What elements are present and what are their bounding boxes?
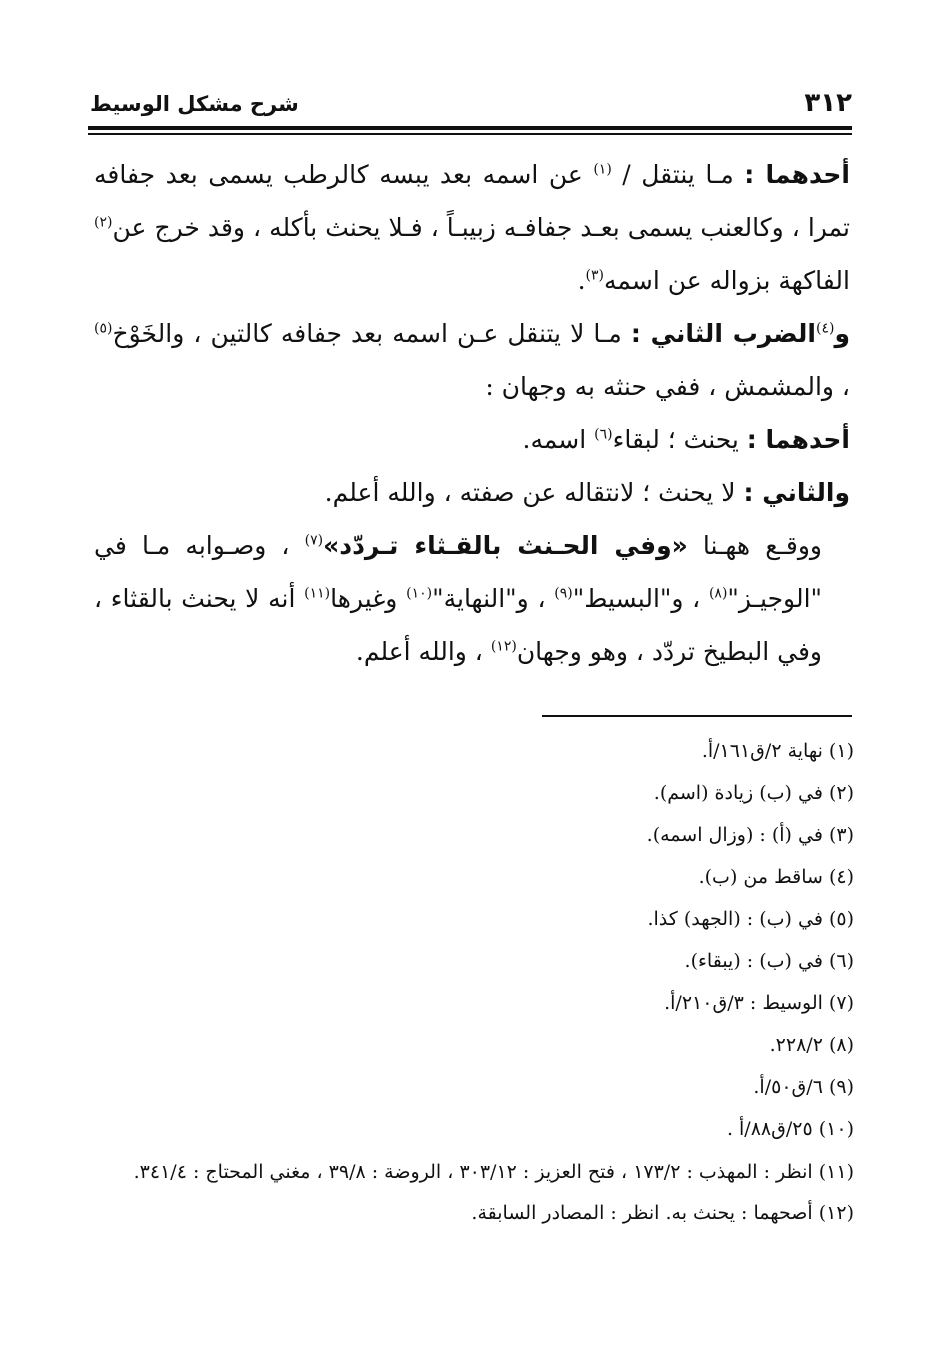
footnote-ref-3: (٣)	[585, 267, 605, 284]
paragraph-5-text-5: وغيرها	[330, 584, 407, 613]
footnote-ref-6: (٦)	[594, 426, 613, 443]
footnote-2: (٢) في (ب) زيادة (اسم).	[653, 782, 854, 804]
footnote-7: (٧) الوسيط : ٣/ق٢١٠/أ.	[664, 992, 854, 1014]
footnote-ref-9: (٩)	[554, 585, 573, 602]
paragraph-5-text-4: ، و"النهاية"	[432, 584, 555, 613]
paragraph-5-text-6: أنه لا يحنث بالقثاء ، وفي البطيخ تردّد ، وهو وجهان	[94, 584, 822, 666]
footnote-3: (٣) في (أ) : (وزال اسمه).	[646, 824, 854, 846]
paragraph-2-lead: الضرب الثاني :	[630, 319, 816, 348]
paragraph-4-text-1: لا يحنث ؛ لانتقاله عن صفته ، والله أعلم.	[324, 478, 744, 507]
footnotes	[94, 730, 854, 1234]
footnote-ref-10: (١٠)	[406, 585, 433, 602]
footnote-4: (٤) ساقط من (ب).	[698, 866, 854, 888]
paragraph-1-text-3: الفاكهة بزواله عن اسمه	[604, 266, 850, 295]
footnote-6: (٦) في (ب) : (يبقاء).	[684, 950, 854, 972]
header-rule-thin	[88, 133, 852, 135]
footnote-ref-2: (٢)	[94, 214, 113, 231]
footnote-ref-5: (٥)	[94, 320, 113, 337]
running-title: شرح مشكل الوسيط	[90, 92, 299, 116]
footnote-11: (١١) انظر : المهذب : ١٧٣/٢ ، فتح العزيز : ٣٠٣/١٢ ، الروضة : ٣٩/٨ ، مغني المحتاج : ٣٤١/٤.	[133, 1161, 854, 1183]
body-text	[94, 148, 850, 678]
paragraph-2-prefix: و	[834, 319, 850, 348]
paragraph-1-text-4: .	[577, 266, 586, 295]
paragraph-1-lead: أحدهما :	[744, 160, 850, 189]
footnote-ref-11: (١١)	[304, 585, 331, 602]
footnote-ref-8: (٨)	[708, 585, 728, 602]
paragraph-3-text-2: اسمه.	[522, 425, 595, 454]
footnote-ref-1: (١)	[593, 161, 612, 178]
paragraph-5-quote: «وفي الحـنث بالقـثاء تـردّد»	[323, 531, 688, 560]
paragraph-2-text-1: مـا لا يتنقل عـن اسمه بعد جفافه كالتين ، والخَوْخ	[112, 319, 631, 348]
paragraph-5-text-2: ، وصـوابه مـا في "الوجيـز"	[94, 531, 823, 613]
paragraph-5-text-3: ، و"البسيط"	[572, 584, 709, 613]
footnote-5: (٥) في (ب) : (الجهد) كذا.	[647, 908, 854, 930]
paragraph-5	[94, 519, 850, 678]
paragraph-5-text-1: ووقـع ههـنا	[687, 531, 822, 560]
footnote-10: (١٠) ٢٥/ق٨٨/أ .	[726, 1118, 854, 1140]
footnote-9: (٩) ٦/ق٥٠/أ.	[753, 1076, 854, 1098]
header-rule-thick	[88, 126, 852, 130]
page-header	[90, 82, 852, 128]
paragraph-4	[94, 466, 850, 519]
paragraph-3	[94, 413, 850, 466]
paragraph-4-lead: والثاني :	[743, 478, 850, 507]
footnote-12: (١٢) أصحهما : يحنث به. انظر : المصادر السابقة.	[471, 1202, 854, 1224]
footnote-1: (١) نهاية ٢/ق١٦١/أ.	[701, 740, 854, 762]
footnote-ref-12: (١٢)	[490, 638, 517, 655]
footnote-8: (٨) ٢٢٨/٢.	[769, 1034, 854, 1056]
paragraph-2	[94, 307, 850, 413]
paragraph-2-text-2: ، والمشمش ، ففي حنثه به وجهان :	[485, 372, 850, 401]
paragraph-1-text-2: عن اسمه بعد يبسه كالرطب يسمى بعد جفافه تمرا ، وكالعنب يسمى بعـد جفافـه زبيبـاً ، فـلا يحنث بأكله ، وقد خرج عن	[94, 160, 850, 242]
footnote-ref-7: (٧)	[304, 532, 324, 549]
paragraph-1-text-1: مـا ينتقل /	[611, 160, 745, 189]
page-number: ٣١٢	[804, 88, 852, 118]
paragraph-1	[94, 148, 850, 307]
paragraph-5-text-7: ، والله أعلم.	[355, 637, 491, 666]
paragraph-3-text-1: يحنث ؛ لبقاء	[612, 425, 747, 454]
paragraph-3-lead: أحدهما :	[746, 425, 850, 454]
footnote-ref-4: (٤)	[815, 320, 835, 337]
footnote-separator	[542, 715, 852, 717]
